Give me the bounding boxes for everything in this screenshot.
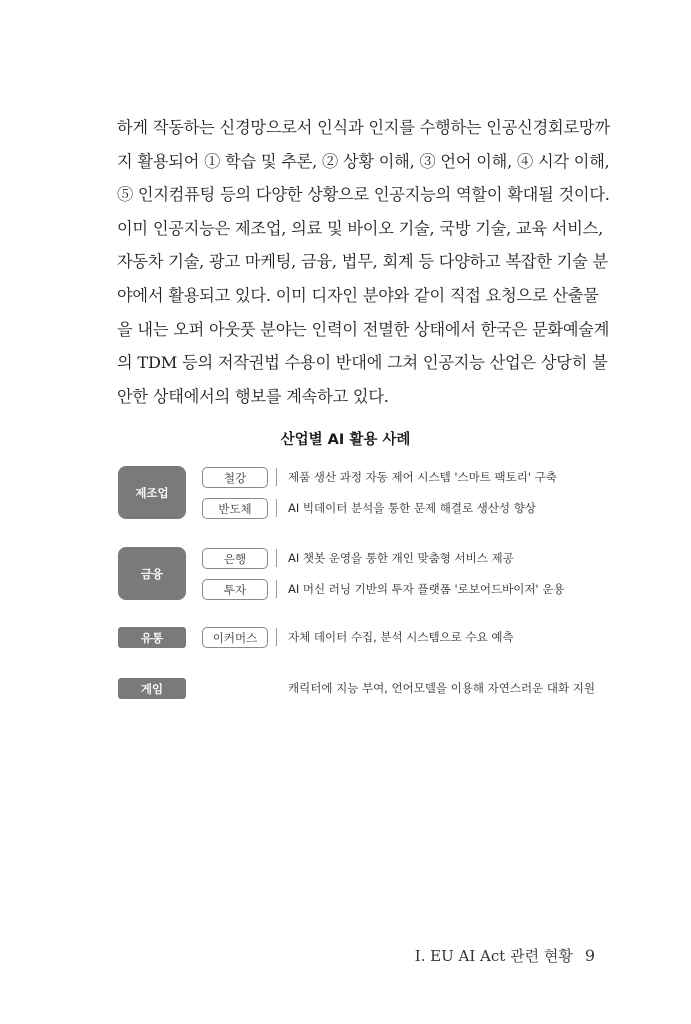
- category-distribution: 유통: [118, 627, 186, 648]
- subcategory-steel: 철강: [202, 467, 268, 488]
- category-finance: 금융: [118, 547, 186, 600]
- description-game: 캐릭터에 지능 부여, 언어모델을 이용해 자연스러운 대화 지원: [288, 681, 595, 695]
- description-ecommerce: 자체 데이터 수집, 분석 시스템으로 수요 예측: [288, 630, 514, 644]
- description-steel: 제품 생산 과정 자동 제어 시스템 '스마트 팩토리' 구축: [288, 470, 557, 484]
- body-paragraph: [117, 111, 610, 413]
- divider-line: [276, 580, 277, 598]
- description-investment: AI 머신 러닝 기반의 투자 플랫폼 '로보어드바이저' 운용: [288, 582, 565, 596]
- subcategory-investment: 투자: [202, 579, 268, 600]
- divider-line: [276, 628, 277, 646]
- description-bank: AI 챗봇 운영을 통한 개인 맞춤형 서비스 제공: [288, 551, 514, 565]
- paragraph-line: 하게 작동하는 신경망으로서 인식과 인지를 수행하는 인공신경회로망까: [117, 118, 610, 137]
- paragraph-line: 지 활용되어 ① 학습 및 추론, ② 상황 이해, ③ 언어 이해, ④ 시각 이해,: [117, 151, 610, 171]
- figure-title: 산업별 AI 활용 사례: [280, 432, 411, 448]
- category-game: 게임: [118, 678, 186, 699]
- subcategory-ecommerce: 이커머스: [202, 627, 268, 648]
- paragraph-line: 자동차 기술, 광고 마케팅, 금융, 법무, 회계 등 다양하고 복잡한 기술 분: [117, 252, 608, 272]
- paragraph-line: 이미 인공지능은 제조업, 의료 및 바이오 기술, 국방 기술, 교육 서비스,: [117, 218, 604, 238]
- paragraph-line: 야에서 활용되고 있다. 이미 디자인 분야와 같이 직접 요청으로 산출물: [117, 285, 599, 305]
- paragraph-line: ⑤ 인지컴퓨팅 등의 다양한 상황으로 인공지능의 역할이 확대될 것이다.: [117, 185, 610, 205]
- divider-line: [276, 468, 277, 486]
- subcategory-semiconductor: 반도체: [202, 498, 268, 519]
- description-semiconductor: AI 빅데이터 분석을 통한 문제 해결로 생산성 향상: [288, 501, 536, 515]
- page-number: 9: [584, 946, 595, 965]
- footer-section-title: I. EU AI Act 관련 현황: [414, 947, 573, 965]
- divider-line: [276, 549, 277, 567]
- paragraph-line: 의 TDM 등의 저작권법 수용이 반대에 그쳐 인공지능 산업은 상당히 불: [117, 353, 608, 373]
- paragraph-line: 을 내는 오퍼 아웃풋 분야는 인력이 전멸한 상태에서 한국은 문화예술계: [117, 319, 610, 339]
- subcategory-bank: 은행: [202, 548, 268, 569]
- page-footer: [415, 945, 595, 966]
- paragraph-line: 안한 상태에서의 행보를 계속하고 있다.: [117, 386, 389, 406]
- divider-line: [276, 499, 277, 517]
- category-manufacturing: 제조업: [118, 466, 186, 519]
